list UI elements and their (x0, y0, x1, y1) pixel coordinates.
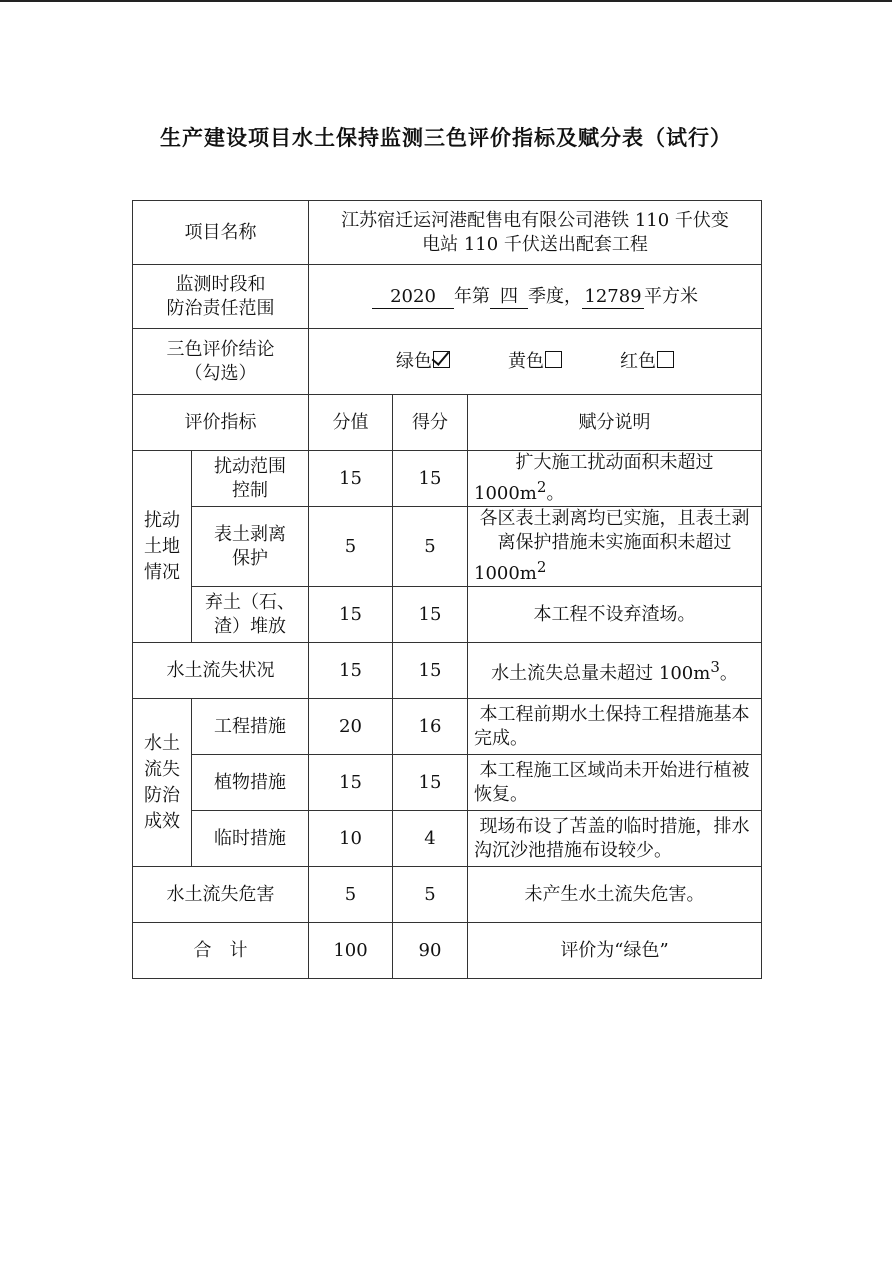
option-green-label: 绿色 (396, 350, 433, 372)
page-title: 生产建设项目水土保持监测三色评价指标及赋分表（试行） (160, 126, 732, 150)
score-explanation (468, 587, 762, 643)
explanation-sup: 2 (536, 478, 547, 496)
red-checkbox[interactable] (657, 351, 674, 368)
year-suffix: 年第 (454, 285, 491, 307)
explanation-text: 本工程施工区域尚未开始进行植被恢复。 (474, 759, 750, 805)
table-row (133, 867, 762, 923)
group-prevention-char: 成效 (144, 810, 180, 832)
score-explanation (468, 811, 762, 867)
period-row (133, 265, 762, 329)
group-prevention-char: 水土 (144, 732, 180, 754)
explanation-sup: 3 (710, 658, 720, 676)
score-got: 4 (393, 811, 468, 867)
indicator-name-line1: 扰动范围 (214, 455, 286, 477)
indicator-name-line1: 弃土（石、 (205, 591, 295, 613)
header-explanation: 赋分说明 (468, 395, 762, 451)
score-got: 15 (393, 451, 468, 507)
total-row (133, 923, 762, 979)
indicator-name (192, 507, 309, 587)
conclusion-row (133, 329, 762, 395)
explanation-tail: 。 (719, 663, 738, 684)
conclusion-label-line2: （勾选） (184, 362, 257, 384)
conclusion-label-line1: 三色评价结论 (166, 338, 275, 360)
explanation-sup: 2 (536, 558, 547, 576)
group-prevention (133, 699, 192, 867)
score-value: 20 (309, 699, 393, 755)
conclusion-label (133, 329, 309, 395)
score-value: 15 (309, 451, 393, 507)
table-row (133, 643, 762, 699)
group-disturbance-char: 扰动 (144, 509, 180, 531)
total-label: 合 计 (133, 923, 309, 979)
score-value: 15 (309, 643, 393, 699)
indicator-name-line2: 渣）堆放 (214, 615, 286, 637)
project-name-line2: 电站 110 千伏送出配套工程 (422, 233, 648, 255)
explanation-tail: 。 (546, 483, 565, 504)
yellow-checkbox[interactable] (545, 351, 562, 368)
option-red-label: 红色 (620, 350, 657, 372)
explanation-text: 本工程不设弃渣场。 (533, 603, 696, 625)
score-explanation (468, 643, 762, 699)
table-row (133, 587, 762, 643)
indicator-name-line1: 表土剥离 (214, 523, 286, 545)
total-value: 100 (309, 923, 393, 979)
group-disturbance (133, 451, 192, 643)
project-name-value (309, 201, 762, 265)
green-checkbox[interactable] (433, 351, 450, 368)
score-explanation (468, 451, 762, 507)
quarter-field: 四 (490, 286, 528, 309)
header-row (133, 395, 762, 451)
indicator-name-line2: 保护 (232, 547, 268, 569)
indicator-name: 临时措施 (192, 811, 309, 867)
total-explanation (468, 923, 762, 979)
project-name-row (133, 201, 762, 265)
score-value: 5 (309, 507, 393, 587)
area-field: 12789 (582, 286, 644, 309)
explanation-text: 水土流失总量未超过 100m (491, 663, 711, 684)
score-value: 5 (309, 867, 393, 923)
header-indicator: 评价指标 (133, 395, 309, 451)
project-name-line1: 江苏宿迁运河港配售电有限公司港铁 110 千伏变 (341, 209, 729, 231)
score-explanation (468, 699, 762, 755)
indicator-name (192, 451, 309, 507)
explanation-text: 本工程前期水土保持工程措施基本完成。 (474, 703, 750, 749)
table-row (133, 451, 762, 507)
table-row (133, 699, 762, 755)
indicator-name: 水土流失状况 (133, 643, 309, 699)
table-row (133, 811, 762, 867)
option-yellow-label: 黄色 (508, 350, 545, 372)
header-score-value: 分值 (309, 395, 393, 451)
explanation-text: 未产生水土流失危害。 (524, 883, 705, 905)
year-field: 2020 (372, 286, 454, 309)
indicator-name-line2: 控制 (232, 479, 268, 501)
project-name-label: 项目名称 (133, 201, 309, 265)
period-label-line1: 监测时段和 (175, 273, 266, 295)
period-label (133, 265, 309, 329)
period-label-line2: 防治责任范围 (166, 297, 275, 319)
header-score-got: 得分 (393, 395, 468, 451)
score-explanation (468, 507, 762, 587)
score-got: 5 (393, 867, 468, 923)
total-score: 90 (393, 923, 468, 979)
indicator-name: 工程措施 (192, 699, 309, 755)
group-disturbance-char: 情况 (144, 561, 180, 583)
score-explanation (468, 755, 762, 811)
score-got: 15 (393, 643, 468, 699)
indicator-name (192, 587, 309, 643)
score-value: 10 (309, 811, 393, 867)
score-got: 15 (393, 755, 468, 811)
area-unit: 平方米 (644, 285, 699, 307)
score-got: 5 (393, 507, 468, 587)
score-value: 15 (309, 755, 393, 811)
conclusion-options (309, 329, 762, 395)
explanation-text: 评价为“绿色” (560, 939, 669, 961)
explanation-text: 各区表土剥离均已实施，且表土剥离保护措施未实施面积未超过 1000m (474, 508, 750, 584)
indicator-name: 植物措施 (192, 755, 309, 811)
group-prevention-char: 防治 (144, 784, 180, 806)
table-row (133, 755, 762, 811)
group-prevention-char: 流失 (144, 758, 180, 780)
explanation-text: 现场布设了苫盖的临时措施，排水沟沉沙池措施布设较少。 (474, 815, 750, 861)
indicator-name: 水土流失危害 (133, 867, 309, 923)
score-got: 16 (393, 699, 468, 755)
score-explanation (468, 867, 762, 923)
quarter-suffix: 季度， (528, 285, 583, 307)
evaluation-table (132, 200, 762, 979)
score-got: 15 (393, 587, 468, 643)
score-value: 15 (309, 587, 393, 643)
explanation-text: 扩大施工扰动面积未超过 1000m (474, 452, 714, 504)
top-border-line (0, 0, 892, 2)
period-value (309, 265, 762, 329)
table-row (133, 507, 762, 587)
group-disturbance-char: 土地 (144, 535, 180, 557)
